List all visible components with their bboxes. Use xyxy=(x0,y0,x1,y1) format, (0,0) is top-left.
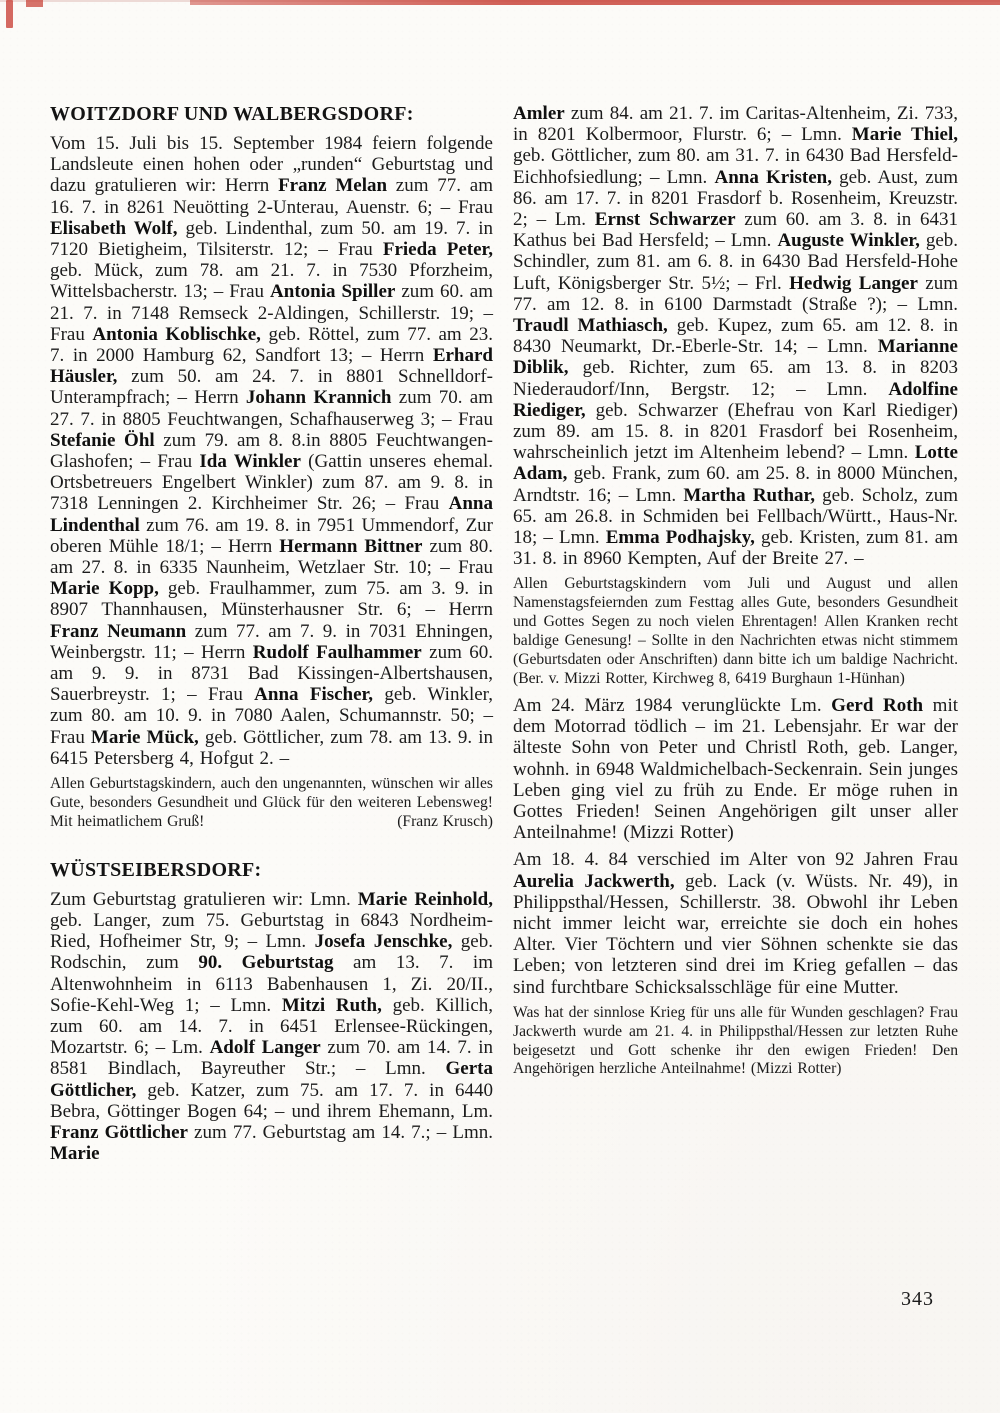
person-name: Lotte Adam, xyxy=(513,442,958,485)
paragraph xyxy=(513,849,958,997)
text-run: geb. Fraulhammer, zum 75. am 3. 9. in 8907 Thannhausen, Münsterhausner Str. 6; – Herrn xyxy=(50,578,493,621)
signoff: (Franz Krusch) xyxy=(397,812,493,830)
person-name: Mitzi Ruth, xyxy=(281,994,382,1016)
person-name: Josefa Jenschke, xyxy=(314,931,453,953)
text-run: geb. Killich, zum 60. am 14. 7. in 6451 Erlensee-Rückingen, Mozartstr. 6; – Lm. xyxy=(50,994,494,1059)
text-run: geb. Richter, zum 65. am 13. 8. in 8203 Niederaudorf/Inn, Bergstr. 12; – Lmn. xyxy=(513,357,958,400)
person-name: Anna Fischer, xyxy=(254,684,373,706)
person-name: Stefanie Öhl xyxy=(50,429,155,451)
paragraph xyxy=(513,695,958,843)
text-run: zum 79. am 8. 8.in 8805 Feuchtwangen-Glashofen; – Frau xyxy=(50,429,493,473)
left-column xyxy=(50,103,493,1164)
text-run: geb. Lindenthal, zum 50. am 19. 7. in 7120 Bietigheim, Tilsiterstr. 12; – Frau xyxy=(50,217,493,261)
person-name: Marie Kopp, xyxy=(50,578,159,600)
person-name: Adolf Langer xyxy=(209,1037,321,1059)
text-run: Allen Geburtstagskindern vom Juli und August und allen Namenstagsfeiernden zum Festtag alles Gute, besonders Gesundheit und Gottes Segen zu noch vielen Ehrentagen! Allen Kranken recht baldige Genesung! – Sollte in den Nachrichten etwas nicht stimmem (Geburtsdaten oder Anschriften) dann bitte ich um baldige Nachricht. (Ber. v. Mizzi Rotter, Kirchweg 8, 6419 Burghaun 1-Hünhan) xyxy=(513,575,958,687)
person-name: Franz Göttlicher xyxy=(50,1122,188,1144)
text-run: geb. Rodschin, zum xyxy=(50,931,493,974)
person-name: Erhard Häusler, xyxy=(50,345,493,388)
person-name: Amler xyxy=(513,103,565,124)
text-run: zum 60. am 9. 9. in 8731 Bad Kissingen-Albertshausen, Sauerbreystr. 1; – Frau xyxy=(50,641,494,706)
person-name: Marie Thiel, xyxy=(851,124,958,146)
person-name: Marie Mück, xyxy=(90,726,199,748)
text-run: zum 84. am 21. 7. im Caritas-Altenheim, Zi. 733, in 8201 Kolbermoor, Flurstr. 6; – Lmn. xyxy=(513,103,958,146)
text-run: Allen Geburtstagskindern, auch den ungenannten, wünschen wir alles Gute, besonders Gesundheit und Glück für den weiteren Lebensweg! Mit heimatlichem Gruß! xyxy=(50,775,493,830)
scan-mark-red-left xyxy=(6,0,13,28)
person-name: Marie Reinhold, xyxy=(357,888,494,910)
person-name: Auguste Winkler, xyxy=(777,230,920,252)
text-run: zum 70. am 14. 7. in 8581 Bindlach, Bayreuther Str.; – Lmn. xyxy=(50,1037,494,1080)
text-run: geb. Winkler, zum 80. am 10. 9. in 7080 Aalen, Schumannstr. 50; – Frau xyxy=(50,684,493,748)
paragraph xyxy=(513,575,958,688)
text-run: Am 18. 4. 84 verschied im Alter von 92 Jahren Frau xyxy=(513,849,958,871)
section-heading: WOITZDORF UND WALBERGSDORF: xyxy=(50,103,414,125)
text-run: zum 80. am 27. 8. in 6335 Naunheim, Wetzlaer Str. 10; – Frau xyxy=(50,535,493,579)
person-name: Franz Melan xyxy=(278,175,388,197)
person-name: Johann Krannich xyxy=(245,387,392,409)
right-column xyxy=(513,103,958,1079)
text-run: Vom 15. Juli bis 15. September 1984 feiern folgende Landsleute einen hohen oder „runden“ Geburtstag und dazu gratulieren wir: Herrn xyxy=(50,133,493,197)
text-run: zum 60. am 21. 7. in 7148 Remseck 2-Aldingen, Schillerstr. 19; – Frau xyxy=(50,281,493,345)
text-run: (Gattin unseres ehemal. Ortsbetreuers Engelbert Winkler) zum 87. am 9. 8. in 7318 Lenningen 2. Kirchheimer Str. 26; – Frau xyxy=(50,451,493,515)
text-run: geb. Göttlicher, zum 78. am 13. 9. in 6415 Petersberg 4, Hofgut 2. – xyxy=(50,726,494,769)
person-name: Gerta Göttlicher, xyxy=(50,1058,493,1101)
text-run: geb. Schwarzer (Ehefrau von Karl Riediger) zum 89. am 15. 8. in 8201 Frasdorf bei Rosenheim, wahrscheinlich jetzt im Altenheim lebend? – Lmn. xyxy=(513,399,958,464)
person-name: Aurelia Jackwerth, xyxy=(513,870,675,892)
text-run: zum 76. am 19. 8. in 7951 Ummendorf, Zur oberen Mühle 18/1; – Herrn xyxy=(50,514,493,557)
text-run: geb. Mück, zum 78. am 21. 7. in 7530 Pforzheim, Wittelsbacherstr. 13; – Frau xyxy=(50,260,493,303)
paragraph xyxy=(513,1004,958,1080)
scan-edge-hairline xyxy=(0,0,1000,2)
person-name: Elisabeth Wolf, xyxy=(50,217,178,239)
text-run: zum 77. am 16. 7. in 8261 Neuötting 2-Unterau, Auenstr. 6; – Frau xyxy=(50,175,493,218)
text-run: geb. Langer, zum 75. Geburtstag in 6843 Nordheim-Ried, Hofheimer Str, 9; – Lmn. xyxy=(50,910,493,953)
text-run: geb. Röttel, zum 77. am 23. 7. in 2000 Hamburg 62, Sandfort 13; – Herrn xyxy=(50,323,494,367)
person-name: Martha Ruthar, xyxy=(683,484,815,506)
person-name: Adolfine Riediger, xyxy=(513,378,958,421)
text-run: geb. Göttlicher, zum 80. am 31. 7. in 6430 Bad Hersfeld-Eichhofsiedlung; – Lmn. xyxy=(513,145,958,188)
text-run: Am 24. März 1984 verunglückte Lm. xyxy=(513,694,832,716)
text-run: geb. Aust, zum 86. am 17. 7. in 8201 Frasdorf b. Rosenheim, Kreuzstr. 2; – Lm. xyxy=(513,166,958,231)
section-heading: WÜSTSEIBERSDORF: xyxy=(50,858,262,881)
text-run: geb. Katzer, zum 75. am 17. 7. in 6440 Bebra, Göttinger Bogen 64; – und ihrem Ehemann, Lm. xyxy=(50,1079,493,1122)
paragraph xyxy=(513,103,958,569)
text-run: geb. Scholz, zum 65. am 26.8. in Schmiden bei Fellbach/Württ., Haus-Nr. 18; – Lmn. xyxy=(513,484,958,549)
text-run: am 13. 7. im Altenwohnheim in 6113 Babenhausen 1, Zi. 20/II., Sofie-Kehl-Weg 1; – Lmn. xyxy=(50,952,493,1016)
person-name: Antonia Spiller xyxy=(270,281,396,303)
person-name: Ernst Schwarzer xyxy=(594,209,736,231)
person-name: Hedwig Langer xyxy=(789,272,918,294)
text-run: geb. Schindler, zum 81. am 6. 8. in 6430 Bad Hersfeld-Hohe Luft, Königsberger Str. 5½; – Frl. xyxy=(513,230,959,294)
paragraph xyxy=(50,133,493,769)
person-name: 90. Geburtstag xyxy=(198,952,334,974)
text-run: geb. Kupez, zum 65. am 12. 8. in 8430 Neumarkt, Dr.-Eberle-Str. 14; – Lmn. xyxy=(513,315,959,358)
paragraph xyxy=(50,775,493,832)
text-run: zum 77. Geburtstag am 14. 7.; – Lmn. xyxy=(187,1122,493,1144)
text-run: zum 50. am 24. 7. in 8801 Schnelldorf-Unterampfrach; – Herrn xyxy=(50,366,493,409)
person-name: Emma Podhajsky, xyxy=(605,527,755,549)
text-run: zum 77. am 7. 9. in 7031 Ehningen, Weinbergstr. 11; – Herrn xyxy=(50,620,493,663)
person-name: Marianne Diblik, xyxy=(513,336,958,379)
scan-mark-red-topline xyxy=(190,0,1000,5)
person-name: Hermann Bittner xyxy=(279,535,423,557)
text-run: zum 60. am 3. 8. in 6431 Kathus bei Bad Hersfeld; – Lmn. xyxy=(513,209,959,252)
person-name: Gerd Roth xyxy=(831,694,924,716)
person-name: Rudolf Faulhammer xyxy=(252,641,422,663)
text-run: geb. Lack (v. Wüsts. Nr. 49), in Philippsthal/Hessen, Schillerstr. 38. Obwohl ihr Leben nicht immer leicht war, erreichte sie doch ein hohes Alter. Vier Töchtern und vier Söhnen schenkte sie das Leben; von letzteren sind drei im Krieg gefallen – das sind furchtbare Schicksalsschläge für eine Mutter. xyxy=(513,870,958,998)
paragraph xyxy=(50,889,493,1165)
person-name: Anna Kristen, xyxy=(714,166,832,188)
person-name: Traudl Mathiasch, xyxy=(513,315,668,337)
person-name: Franz Neumann xyxy=(50,620,187,642)
text-run: geb. Kristen, zum 81. am 31. 8. in 8960 Kempten, Auf der Breite 27. – xyxy=(513,527,958,570)
text-run: geb. Frank, zum 60. am 25. 8. in 8000 München, Arndtstr. 16; – Lmn. xyxy=(513,463,958,506)
page-number: 343 xyxy=(901,1288,934,1310)
scan-mark-red-small xyxy=(26,0,43,7)
text-run: zum 77. am 12. 8. in 6100 Darmstadt (Straße ?); – Lmn. xyxy=(513,272,958,315)
text-run: Was hat der sinnlose Krieg für uns alle für Wunden geschlagen? Frau Jackwerth wurde am 21. 4. in Philippsthal/Hessen zur letzten Ruhe beigesetzt und Gott schenke ihr den ewigen Frieden! Den Angehörigen herzliche Anteilnahme! (Mizzi Rotter) xyxy=(513,1003,958,1078)
person-name: Anna Lindenthal xyxy=(50,493,493,536)
text-run: zum 70. am 27. 7. in 8805 Feuchtwangen, Schafhauserweg 3; – Frau xyxy=(50,387,493,430)
person-name: Frieda Peter, xyxy=(382,239,493,261)
text-run: mit dem Motorrad tödlich – im 21. Lebensjahr. Er war der älteste Sohn von Peter und Christl Roth, geb. Langer, wohnh. in 6948 Waldmichelbach-Seckenrain. Sein junges Leben ging viel zu früh zu Ende. Er möge ruhen in Gottes Frieden! Seinen Angehörigen gilt unser aller Anteilnahme! (Mizzi Rotter) xyxy=(513,694,959,844)
person-name: Ida Winkler xyxy=(199,451,301,473)
text-run: Zum Geburtstag gratulieren wir: Lmn. xyxy=(50,888,358,910)
person-name: Marie xyxy=(50,1143,100,1165)
person-name: Antonia Koblischke, xyxy=(92,323,261,345)
